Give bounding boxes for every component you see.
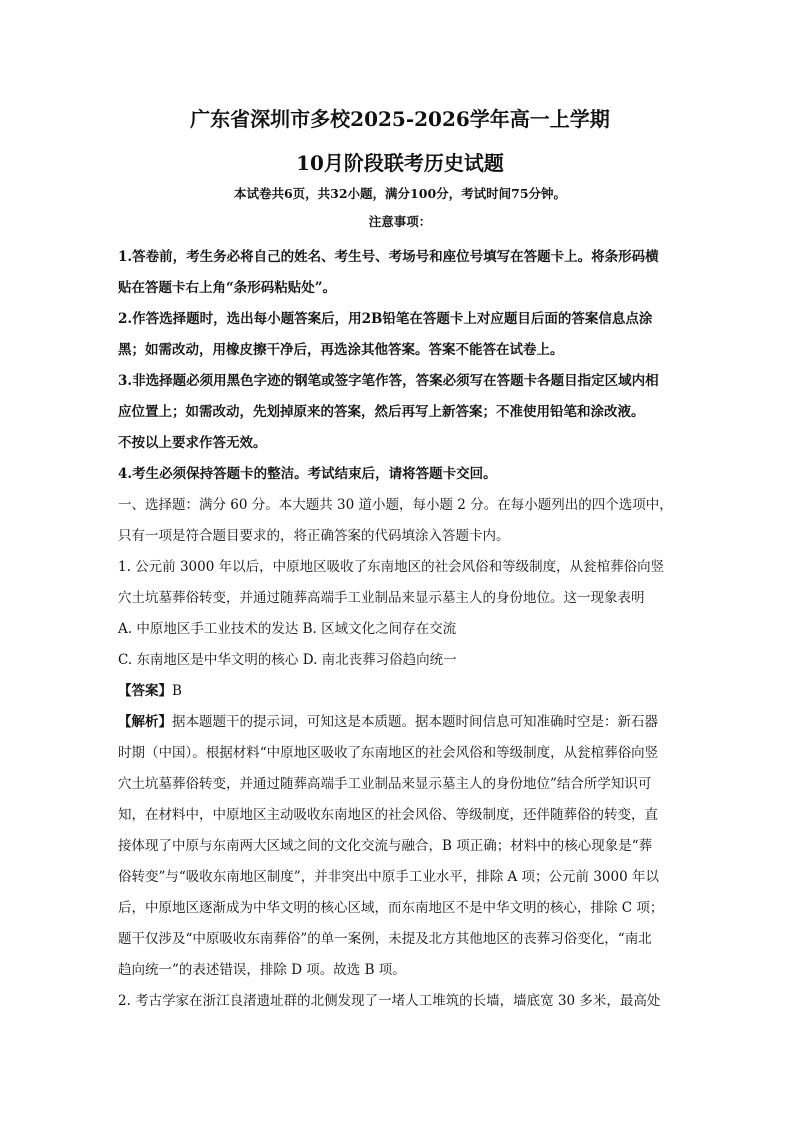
analysis-label: 【解析】 xyxy=(118,714,172,730)
q1-analysis-line-9: 趋向统一”的表述错误，排除 D 项。故选 B 项。 xyxy=(118,962,406,978)
q1-stem-line-1: 1. 公元前 3000 年以后，中原地区吸收了东南地区的社会风俗和等级制度，从瓮棺葬俗向竖 xyxy=(118,559,665,575)
q1-option-d: D. 南北丧葬习俗趋向统一 xyxy=(302,652,457,668)
q1-analysis-line-5: 接体现了中原与东南两大区域之间的文化交流与融合，B 项正确；材料中的核心现象是“葬 xyxy=(118,838,653,854)
q2-stem-line-1: 2. 考古学家在浙江良渚遗址群的北侧发现了一堵人工堆筑的长墙，墙底宽 30 多米，最高处 xyxy=(118,993,661,1009)
notice-2-line-1: 2.作答选择题时，选出每小题答案后，用2B铅笔在答题卡上对应题目后面的答案信息点涂 xyxy=(118,311,653,327)
notice-heading: 注意事项： xyxy=(368,214,432,229)
title-line-1: 广东省深圳市多校2025-2026学年高一上学期 xyxy=(190,107,610,131)
q1-analysis-line-2: 时期（中国）。根据材料“中原地区吸收了东南地区的社会风俗和等级制度，从瓮棺葬俗向竖 xyxy=(118,745,659,761)
title-line-2: 10月阶段联考历史试题 xyxy=(296,151,504,175)
section-1-line-2: 只有一项是符合题目要求的，将正确答案的代码填涂入答题卡内。 xyxy=(118,528,510,544)
q1-options-row-1 xyxy=(118,614,682,645)
q1-analysis-line-1 xyxy=(118,707,682,738)
notice-3-line-1: 3.非选择题必须用黑色字迹的钢笔或签字笔作答，答案必须写在答题卡各题目指定区域内相 xyxy=(118,373,659,389)
q1-option-c: C. 东南地区是中华文明的核心 xyxy=(118,652,299,668)
notice-2-line-2: 黑；如需改动，用橡皮擦干净后，再选涂其他答案。答案不能答在试卷上。 xyxy=(118,342,564,358)
notice-4-line-1: 4.考生必须保持答题卡的整洁。考试结束后，请将答题卡交回。 xyxy=(118,466,497,482)
question-1 xyxy=(118,552,682,986)
q1-analysis-line-4: 知，在材料中，中原地区主动吸收东南地区的社会风俗、等级制度，还伴随葬俗的转变，直 xyxy=(118,807,658,823)
answer-label: 【答案】 xyxy=(118,683,172,699)
q1-stem-line-2: 穴土坑墓葬俗转变，并通过随葬高端手工业制品来显示墓主人的身份地位。这一现象表明 xyxy=(118,590,645,606)
notice-3-line-3: 不按以上要求作答无效。 xyxy=(118,435,267,451)
q1-answer xyxy=(118,676,682,707)
q1-analysis-line-3: 穴土坑墓葬俗转变，并通过随葬高端手工业制品来显示墓主人的身份地位”结合所学知识可 xyxy=(118,776,652,792)
q1-analysis-line-6: 俗转变”与“吸收东南地区制度”，并非突出中原手工业水平，排除 A 项；公元前 3000 年以 xyxy=(118,869,659,885)
q1-options-row-2 xyxy=(118,645,682,676)
exam-info: 本试卷共6页，共32小题，满分100分，考试时间75分钟。 xyxy=(233,186,567,201)
notice-3-line-2: 应位置上；如需改动，先划掉原来的答案，然后再写上新答案；不准使用铅笔和涂改液。 xyxy=(118,404,645,420)
q1-analysis-line-7: 后，中原地区逐渐成为中华文明的核心区域，而东南地区不是中华文明的核心，排除 C 项； xyxy=(118,900,664,916)
exam-page xyxy=(118,100,682,1017)
section-1-line-1: 一、选择题：满分 60 分。本大题共 30 道小题，每小题 2 分。在每小题列出的四个选项中， xyxy=(118,497,673,513)
q1-option-b: B. 区域文化之间存在交流 xyxy=(302,621,457,637)
section-1-instructions xyxy=(118,490,682,552)
notices xyxy=(118,242,682,490)
q1-analysis-line-8: 题干仅涉及“中原吸收东南葬俗”的单一案例，未提及北方其他地区的丧葬习俗变化，“南北 xyxy=(118,931,652,947)
question-2 xyxy=(118,986,682,1017)
answer-value: B xyxy=(172,683,182,699)
notice-1-line-1: 1.答卷前，考生务必将自己的姓名、考生号、考场号和座位号填写在答题卡上。将条形码横 xyxy=(118,249,659,265)
analysis-text-1: 据本题题干的提示词，可知这是本质题。据本题时间信息可知准确时空是：新石器 xyxy=(172,714,658,730)
notice-1-line-2: 贴在答题卡右上角“条形码粘贴处”。 xyxy=(118,280,337,296)
q1-option-a: A. 中原地区手工业技术的发达 xyxy=(118,621,299,637)
